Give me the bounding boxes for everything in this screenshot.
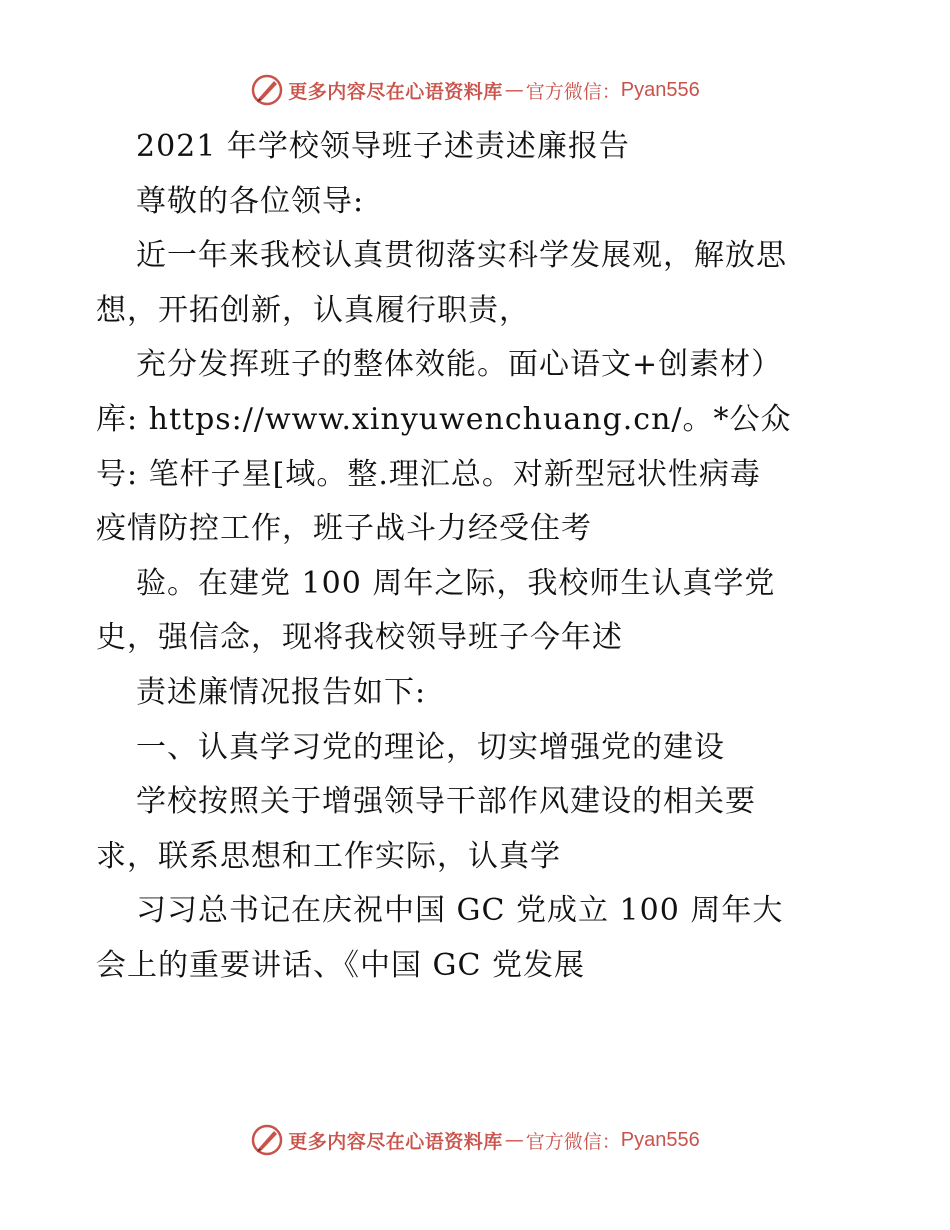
section-heading: 一、认真学习党的理论，切实增强党的建设	[136, 729, 725, 765]
paragraph-line: 责述廉情况报告如下:	[136, 674, 427, 710]
quill-pen-icon	[250, 73, 284, 107]
quill-pen-icon	[250, 1123, 284, 1157]
paragraph-line: 史，强信念，现将我校领导班子今年述	[96, 620, 623, 656]
watermark-wechat-id: Pyan556	[620, 1128, 700, 1151]
footer-watermark	[0, 1120, 950, 1160]
watermark-separator: —	[504, 1129, 524, 1151]
watermark-official-label: 官方微信：	[525, 80, 621, 103]
watermark-separator: —	[504, 79, 524, 101]
document-title: 2021 年学校领导班子述责述廉报告	[136, 129, 630, 164]
paragraph-line: 验。在建党 100 周年之际，我校师生认真学党	[136, 565, 776, 601]
paragraph-line: 学校按照关于增强领导干部作风建设的相关要	[136, 784, 756, 820]
paragraph-line: 会上的重要讲话、《中国 GC 党发展	[96, 947, 585, 983]
paragraph-line: 习习总书记在庆祝中国 GC 党成立 100 周年大	[136, 893, 784, 929]
salutation: 尊敬的各位领导:	[136, 183, 365, 219]
header-watermark	[0, 70, 950, 110]
paragraph-line: 充分发挥班子的整体效能。面心语文+创素材）	[136, 347, 783, 383]
paragraph-line: 求，联系思想和工作实际，认真学	[96, 838, 561, 874]
watermark-official-label: 官方微信：	[525, 1130, 621, 1153]
watermark-brand: 更多内容尽在心语资料库	[288, 80, 503, 103]
paragraph-line: 疫情防控工作，班子战斗力经受住考	[96, 511, 592, 547]
watermark-brand: 更多内容尽在心语资料库	[288, 1130, 503, 1153]
paragraph-line: 近一年来我校认真贯彻落实科学发展观，解放思	[136, 238, 787, 274]
paragraph-line: 库: https://www.xinyuwenchuang.cn/。*公众	[96, 401, 792, 437]
document-body	[96, 120, 896, 994]
watermark-wechat-id: Pyan556	[620, 78, 700, 101]
paragraph-line: 号: 笔杆子星[域。整.理汇总。对新型冠状性病毒	[96, 456, 761, 492]
paragraph-line: 想，开拓创新，认真履行职责，	[96, 292, 530, 328]
